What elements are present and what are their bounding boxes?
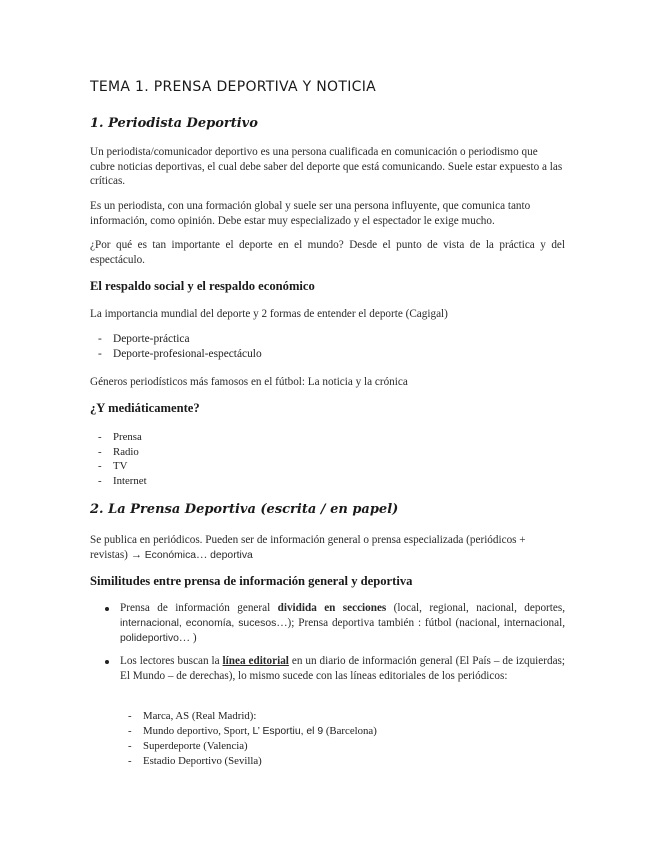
bullet-icon xyxy=(105,660,109,664)
bullet-linea-editorial xyxy=(120,654,565,683)
text-run: en un diario de información general (El País – de izquierdas; El Mundo – de derechas), lo mismo sucede con las líneas editoriales de los periódicos: xyxy=(120,655,566,682)
text-run: internacional, economía, sucesos xyxy=(120,617,277,629)
importance-paragraph: La importancia mundial del deporte y 2 formas de entender el deporte (Cagigal) xyxy=(90,308,448,320)
text-run: Marca, AS (Real Madrid): xyxy=(143,710,257,722)
section-2-heading: 2. La Prensa Deportiva (escrita / en papel) xyxy=(90,502,399,517)
text-run: L’ Esportiu, el 9 xyxy=(252,725,324,737)
list-item: - TV xyxy=(98,459,147,474)
text-run: Se publica en periódicos. Pueden ser de información general o prensa especializada (periódicos + revistas) → xyxy=(90,534,526,561)
subheading-mediaticamente: ¿Y mediáticamente? xyxy=(90,401,200,415)
text-run: … xyxy=(196,548,211,561)
text-run: (local, regional, nacional, deportes, xyxy=(386,602,566,614)
list-item: - Deporte-práctica xyxy=(98,332,262,347)
text-run: Los lectores buscan la xyxy=(120,655,223,667)
generos-paragraph: Géneros periodísticos más famosos en el fútbol: La noticia y la crónica xyxy=(90,376,408,388)
page-title: TEMA 1. PRENSA DEPORTIVA Y NOTICIA xyxy=(90,79,377,95)
list-item xyxy=(128,739,377,754)
text-run: dividida en secciones xyxy=(277,602,387,614)
list-item xyxy=(128,709,377,724)
text-run: Económica xyxy=(144,549,197,561)
bullet-secciones xyxy=(120,601,565,647)
list-item xyxy=(128,754,377,769)
list-item: - Radio xyxy=(98,445,147,460)
section-1-paragraph-1: Un periodista/comunicador deportivo es una persona cualificada en comunicación o periodismo que cubre noticias deportivas, el cual debe saber del deporte que está comunicando. Suele estar expuesto a las críticas. xyxy=(90,146,563,187)
text-run: Superdeporte (Valencia) xyxy=(143,740,248,752)
section-1-paragraph-2: Es un periodista, con una formación global y suele ser una persona influyente, que comunica tanto información, como opinión. Debe estar muy especializado y el espectador le exige mucho. xyxy=(90,200,531,227)
list-item: - Internet xyxy=(98,474,147,489)
subheading-similitudes: Similitudes entre prensa de información general y deportiva xyxy=(90,574,413,588)
text-run: Mundo deportivo, Sport, xyxy=(143,724,253,737)
media-list xyxy=(98,430,147,488)
text-run: …); Prensa deportiva también : fútbol (nacional, internacional, xyxy=(276,616,565,629)
text-run: Estadio Deportivo (Sevilla) xyxy=(143,754,262,767)
section-1-heading: 1. Periodista Deportivo xyxy=(90,116,258,131)
text-run: línea editorial xyxy=(222,655,289,667)
text-run: (Barcelona) xyxy=(323,724,377,737)
list-item: - Deporte-profesional-espectáculo xyxy=(98,347,262,362)
newspapers-list xyxy=(128,709,377,768)
bullet-icon xyxy=(105,607,109,611)
subheading-respaldo: El respaldo social y el respaldo económico xyxy=(90,279,315,293)
text-run: polideportivo xyxy=(120,633,179,645)
section-1-paragraph-3: ¿Por qué es tan importante el deporte en el mundo? Desde el punto de vista de la práctica y del espectáculo. xyxy=(90,239,565,266)
deporte-list xyxy=(98,332,262,362)
text-run: deportiva xyxy=(210,549,253,561)
list-item xyxy=(128,724,377,740)
text-run: … ) xyxy=(178,632,197,645)
section-2-paragraph xyxy=(90,533,565,563)
text-run: Prensa de información general xyxy=(120,602,278,614)
list-item: - Prensa xyxy=(98,430,147,445)
